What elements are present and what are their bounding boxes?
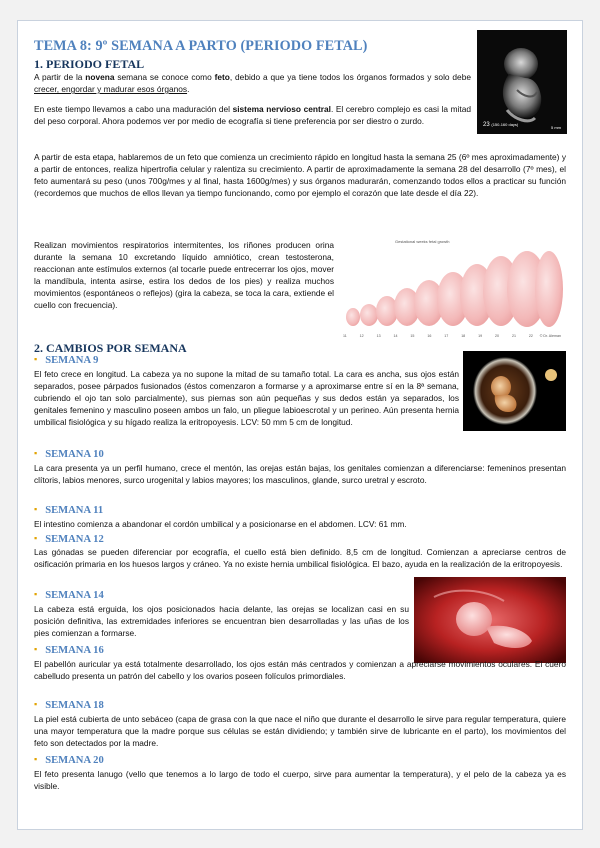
section-heading-periodo-fetal: 1. PERIODO FETAL [34,57,145,71]
week-heading-9: ▪ SEMANA 9 [34,354,99,366]
week-heading-20: ▪ SEMANA 20 [34,754,104,766]
week-text-9: El feto crece en longitud. La cabeza ya no supone la mitad de su tamaño total. La cara es ancha, sus ojos están separados, posee párpados fusionados (éstos comenzaron a formarse y a aproximarse entre sí en la 8ª semana, cubriendo el ojo tan solo parcialmente), sus piernas son aún pequeñas y sus dedos están ya separados, los genitales femenino y masculino poseen ambos un falo, un pliegue labioescrotal y un perineo. Aún presenta hernia umbilical fisiológica y su hígado realiza la eritropoyesis. LCV: 50 mm 5 cm de longitud. [34,369,459,428]
week-text-20: El feto presenta lanugo (vello que tenemos a lo largo de todo el cuerpo, sirve para aumentar la temperatura), y el pelo de la cabeza ya es visible. [34,769,566,792]
fetus-caption-days: (150-160 days) [491,122,519,127]
week-heading-14: ▪ SEMANA 14 [34,589,104,601]
week-text-16: El pabellón auricular ya está totalmente desarrollado, los ojos están más centrados y comienzan a apreciarse movimientos oculares. El cuero cabelludo presenta un patrón del cabello y los ovarios poseen folículos primordiales. [34,659,566,682]
week-heading-18: ▪ SEMANA 18 [34,699,104,711]
fetus-photo-image [477,30,567,134]
paragraph-movimientos: Realizan movimientos respiratorios intermitentes, los riñones producen orina durante la semana 10 excretando líquido amniótico, crean testosterona, reaccionan ante estímulos externos (al tocarle puede entrecerrar los ojos, mover la mandíbula, intenta asirse, estira los dedos de los pies) y realiza muchos movimientos (espontáneos o reflejos) (gira la cabeza, se toca la cara, extiende el cuello con frecuencia). [34,240,334,311]
fetus-scale-label: 5 mm [551,125,561,130]
growth-chart-week-labels: 11 12 13 14 15 16 17 18 19 20 21 22 [343,334,533,338]
embryo-sac-photo-image [463,351,566,431]
section-heading-cambios-semana: 2. CAMBIOS POR SEMANA [34,341,187,355]
fetus-womb-photo-image [414,577,566,663]
week-text-14: La cabeza está erguida, los ojos posicionados hacia delante, las orejas se localizan casi en su posición definitiva, las extremidades inferiores se encuentran bien desarrolladas y las uñas de los pies comienzan a formarse. [34,604,409,639]
week-text-18: La piel está cubierta de unto sebáceo (capa de grasa con la que nace el niño que durante el desarrollo le sirve para regular temperatura, quiere una mayor temperatura que la madre porque sus células se están dividiendo; y también sirve de lubricante en el parto), los movimientos del feto son detectados por la madre. [34,714,566,749]
fetus-silhouettes [346,251,563,327]
paragraph-crecimiento: A partir de esta etapa, hablaremos de un feto que comienza un crecimiento rápido en longitud hasta la semana 25 (6º mes aproximadamente) y a partir de entonces, realiza hipertrofia celular y ralentiza su crecimiento. A partir de aproximadamente la semana 28 del desarrollo (7º mes), el feto aumentará su peso (unos 700g/mes y al final, hasta 1600g/mes) y sus órganos madurarán, comenzando todos ellos a practicar su función (recordemos que muchos de ellos llevan ya tiempo funcionando, como por ejemplo el corazón que late desde el día 22). [34,152,566,199]
week-text-10: La cara presenta ya un perfil humano, crece el mentón, las orejas están bajas, los genitales comienzan a diferenciarse: femeninos presentan clítoris, labios menores, surco urogenital y labios mayores; los masculinos, glande, surco uretral y escroto. [34,463,566,486]
week-heading-12: ▪ SEMANA 12 [34,533,104,545]
growth-chart-credit: © Dr. Aleman [539,334,561,338]
week-text-11: El intestino comienza a abandonar el cordón umbilical y a posicionarse en el abdomen. LCV: 61 mm. [34,519,407,529]
paragraph-sistema-nervioso: En este tiempo llevamos a cabo una maduración del sistema nervioso central. El cerebro complejo es casi la mitad del peso corporal. Ahora podemos ver por medio de ecografía si tiene preferencia por ser diestro o zurdo. [34,104,471,127]
week-heading-10: ▪ SEMANA 10 [34,448,104,460]
fetal-growth-chart-image [337,237,565,343]
fetus-caption-number: 23 [483,122,490,128]
paragraph-novena-semana: A partir de la novena semana se conoce como feto, debido a que ya tiene todos los órganos formados y solo debe crecer, engordar y madurar esos órganos. [34,72,471,95]
growth-chart-caption: Gestational weeks fetal growth [395,239,450,244]
week-text-12: Las gónadas se pueden diferenciar por ecografía, el cuello está bien definido. 8,5 cm de longitud. Comienzan a apreciarse centros de osificación primaria en los huesos largos y cráneo. Ya no existe hernia umbilical fisiológica. El bazo, ayuda en la realización de la eritropoyesis. [34,547,566,570]
week-heading-11: ▪ SEMANA 11 [34,504,104,516]
week-heading-16: ▪ SEMANA 16 [34,644,104,656]
page-title: TEMA 8: 9º SEMANA A PARTO (PERIODO FETAL) [34,38,368,54]
